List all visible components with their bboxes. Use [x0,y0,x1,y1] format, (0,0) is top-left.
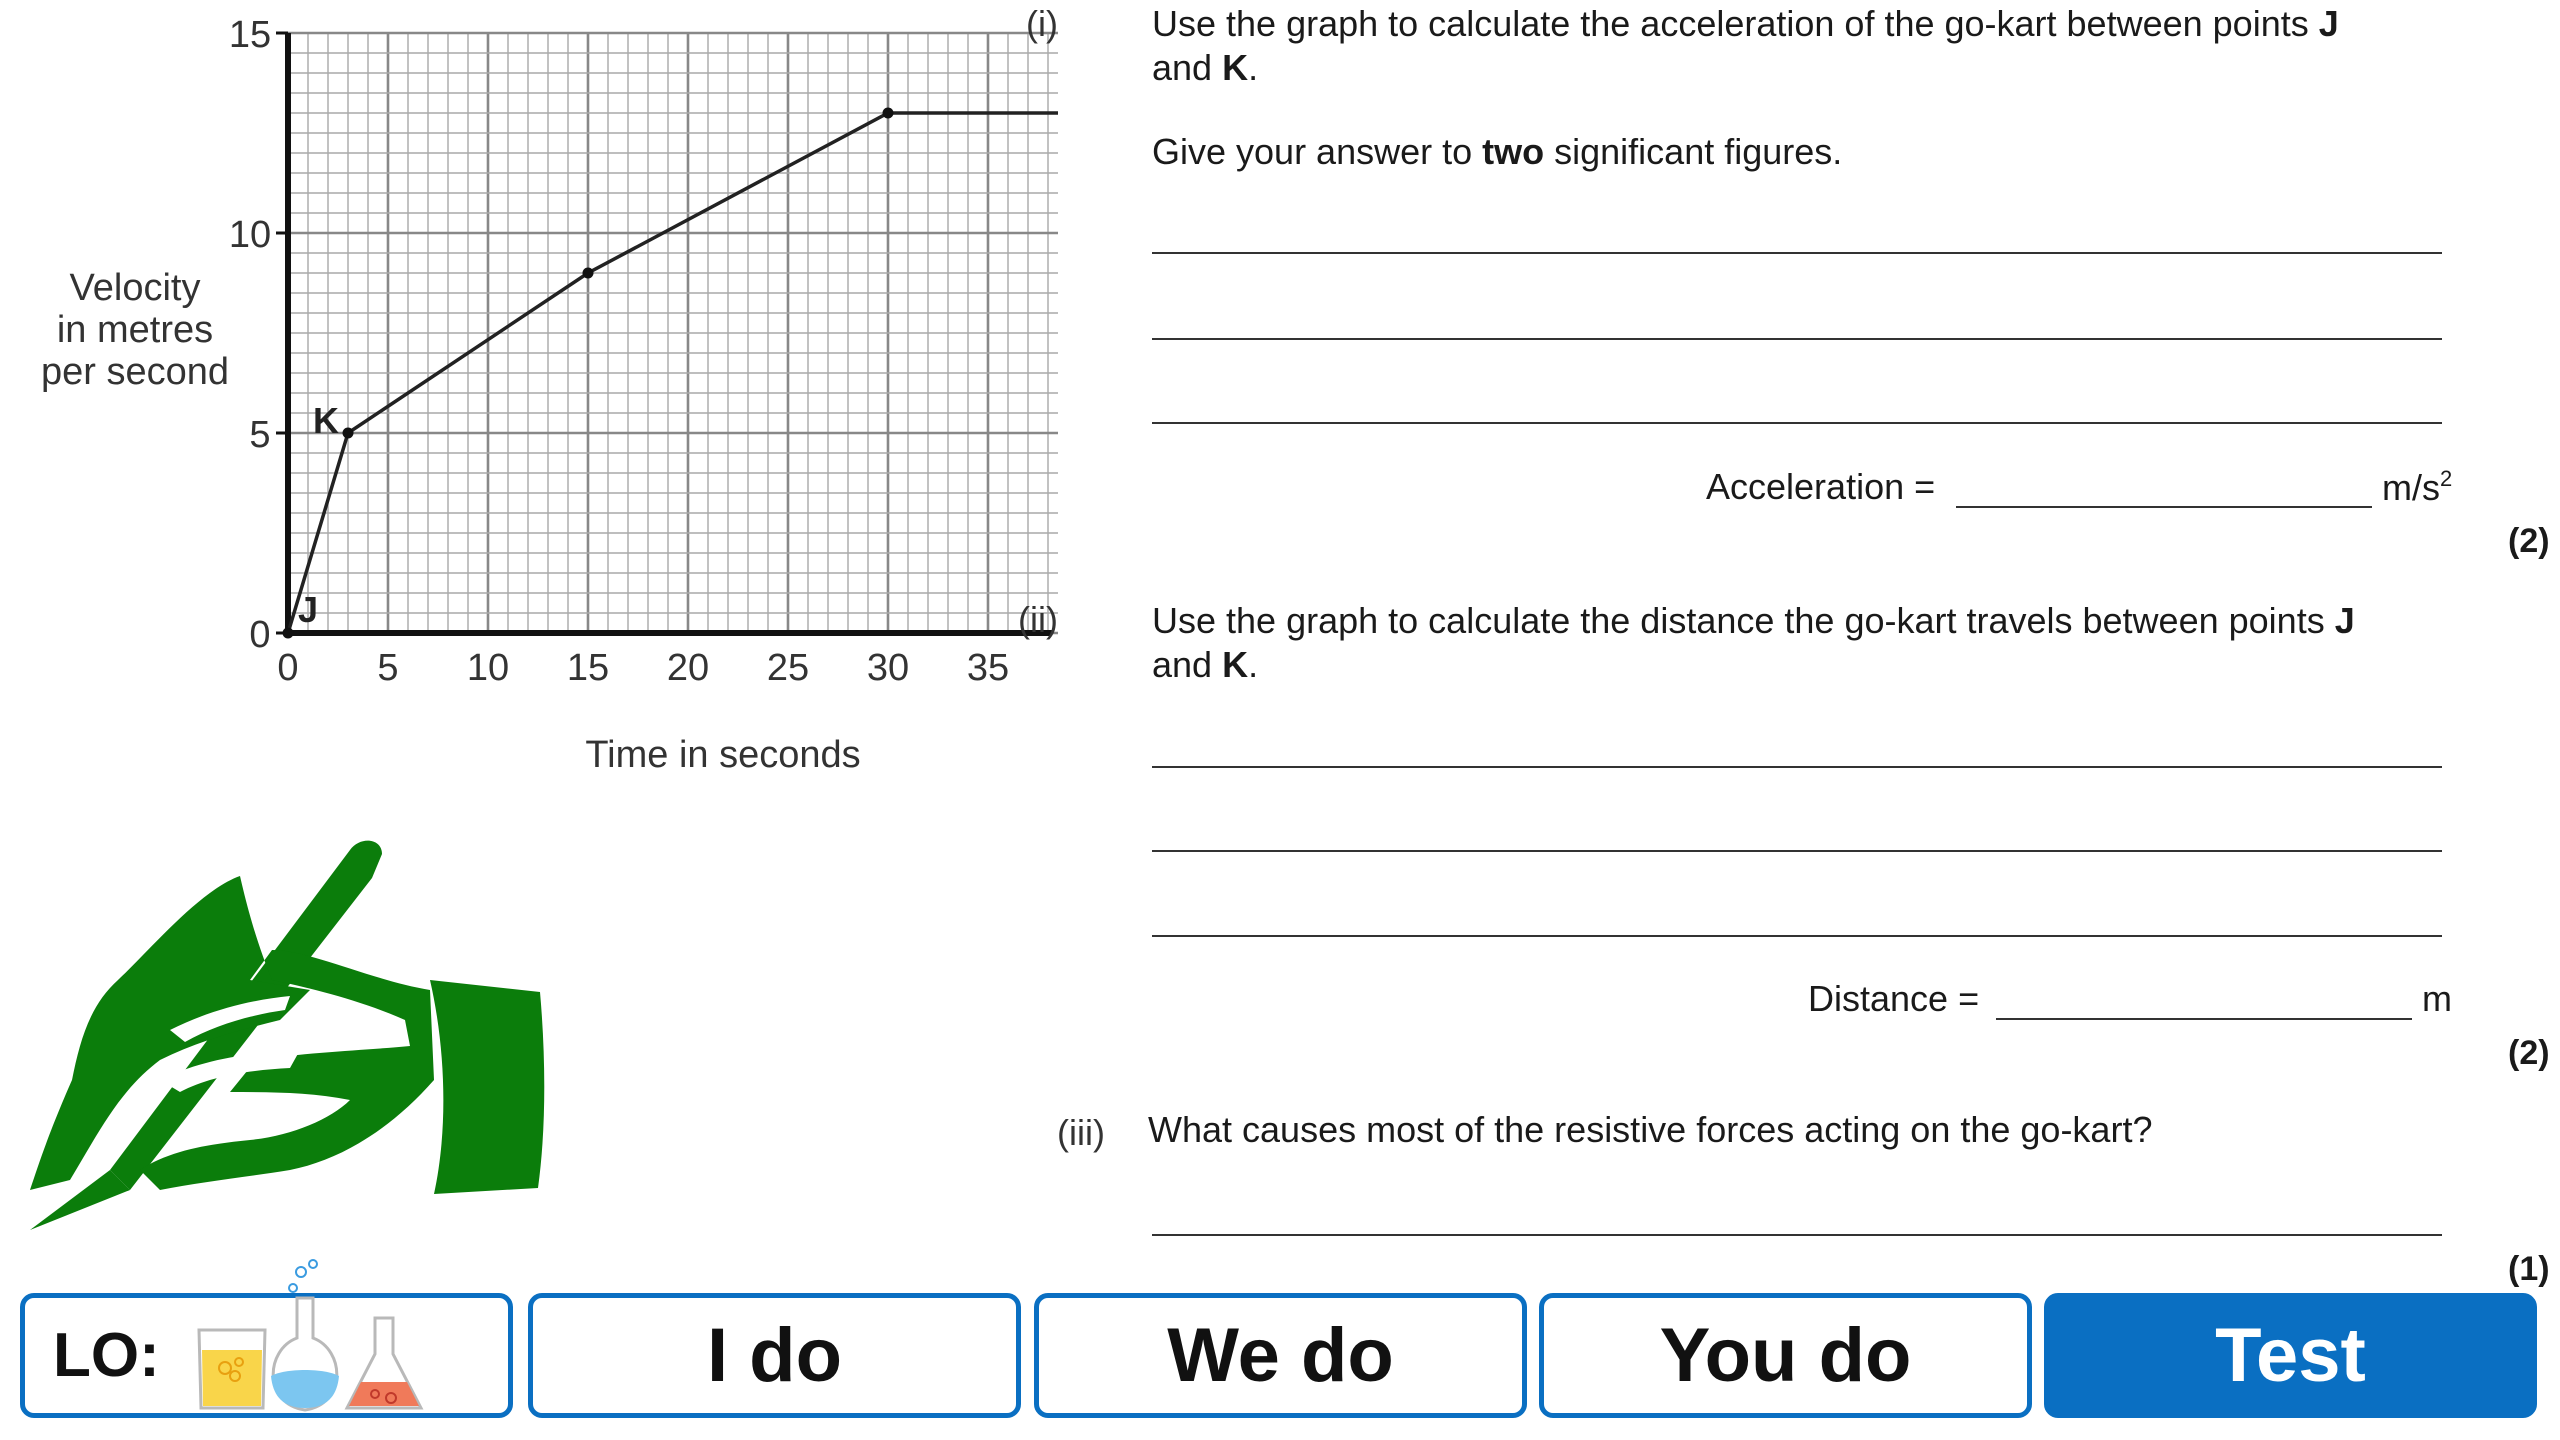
y-axis-title-line: Velocity [69,267,201,309]
marks-i: (2) [2508,522,2550,560]
beaker-icon [199,1330,265,1408]
x-tick-label: 10 [466,647,510,689]
x-tick-label: 30 [866,647,910,689]
working-line[interactable] [1152,338,2442,340]
distance-unit: m [2422,978,2452,1019]
question-iii-text: What causes most of the resistive forces acting on the go-kart? [1148,1109,2153,1150]
acceleration-label: Acceleration = [1706,466,1936,507]
x-tick-label: 35 [966,647,1010,689]
unit-superscript: 2 [2440,466,2453,491]
question-ii-point-j: J [2334,600,2355,641]
question-i-line2 [1152,46,1258,90]
x-tick-label: 20 [666,647,710,689]
graph-grid [276,33,1058,633]
instruction-text-end: significant figures. [1544,131,1843,172]
point-label-k: K [313,400,339,441]
lab-glassware-icons [165,1258,455,1418]
velocity-time-graph [0,0,1060,800]
part-i-label: (i) [1026,3,1058,44]
question-ii-line2 [1152,643,1258,687]
part-ii-label: (ii) [1018,599,1058,640]
y-axis-title-line: per second [40,351,230,393]
y-axis-title-line: in metres [56,309,214,351]
data-point [583,268,594,279]
working-line[interactable] [1152,1234,2442,1236]
data-point [283,628,294,639]
question-ii-point-k: K [1222,644,1249,685]
data-point [343,428,354,439]
working-line[interactable] [1152,850,2442,852]
instruction-text: Give your answer to [1152,131,1483,172]
nav-we-do[interactable]: We do [1034,1293,1527,1418]
data-point [883,108,894,119]
question-ii-period: . [1248,644,1259,685]
point-label-j: J [298,589,319,630]
nav-i-do[interactable]: I do [528,1293,1021,1418]
question-i-point-j: J [2318,3,2339,44]
x-tick-labels [277,647,1009,689]
y-tick-label: 5 [249,414,271,456]
distance-answer-line[interactable] [1996,1018,2412,1020]
working-line[interactable] [1152,935,2442,937]
x-tick-label: 5 [377,647,399,689]
unit-text: m/s [2382,467,2440,508]
y-tick-label: 0 [249,614,271,656]
marks-iii: (1) [2508,1250,2550,1288]
x-tick-label: 0 [277,647,299,689]
instruction-bold: two [1482,131,1545,172]
question-ii-text: Use the graph to calculate the distance the go-kart travels between points [1152,600,2335,641]
working-line[interactable] [1152,422,2442,424]
working-line[interactable] [1152,766,2442,768]
y-tick-labels [229,14,271,656]
marks-ii: (2) [2508,1034,2550,1072]
distance-label: Distance = [1808,978,1980,1019]
nav-lo[interactable] [20,1293,513,1418]
x-tick-label: 15 [566,647,610,689]
y-tick-label: 10 [228,214,272,256]
lo-label: LO: [53,1321,160,1390]
hand-writing-icon [10,830,550,1230]
x-axis-title: Time in seconds [585,734,861,776]
round-flask-icon [271,1260,339,1410]
question-i-period: . [1248,47,1259,88]
acceleration-answer-line[interactable] [1956,506,2372,508]
question-i-instruction [1152,130,1842,174]
y-axis-title [41,267,229,393]
graph-axes [286,33,1052,635]
part-iii-label: (iii) [1057,1112,1105,1153]
acceleration-unit [2382,466,2452,509]
nav-test[interactable]: Test [2044,1293,2537,1418]
question-i-text: Use the graph to calculate the acceleration of the go-kart between points [1152,3,2319,44]
conical-flask-icon [347,1318,421,1408]
question-ii-line1 [1152,599,2355,643]
question-i-line1 [1152,2,2339,46]
y-tick-label: 15 [228,14,272,56]
question-i-and: and [1152,47,1223,88]
x-tick-label: 25 [766,647,810,689]
nav-you-do[interactable]: You do [1539,1293,2032,1418]
question-i-point-k: K [1222,47,1249,88]
question-ii-and: and [1152,644,1223,685]
working-line[interactable] [1152,252,2442,254]
